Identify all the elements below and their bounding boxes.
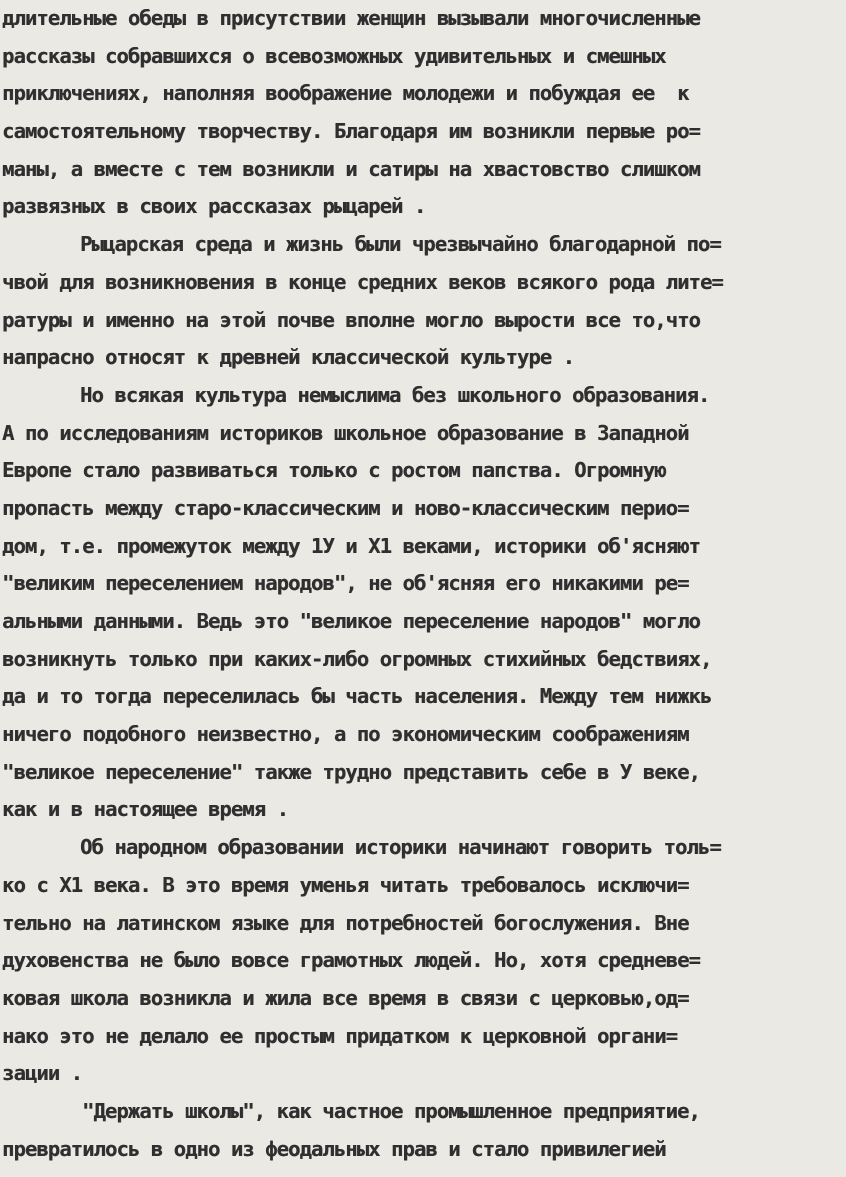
- text-line: ковая школа возникла и жила все время в связи с церковью,од=: [2, 985, 689, 1010]
- text-line: ничего подобного неизвестно, а по экономическим соображениям: [2, 722, 689, 747]
- text-line: духовенства не было вовсе грамотных людей. Но, хотя средневе=: [2, 948, 700, 973]
- text-line: нако это не делало ее простым придатком к церковной органи=: [2, 1023, 678, 1048]
- text-line: напрасно относят к древней классической культуре .: [2, 345, 575, 370]
- text-line: возникнуть только при каких-либо огромных стихийных бедствиях,: [2, 646, 712, 671]
- text-line: маны, а вместе с тем возникли и сатиры на хвастовство слишком: [2, 156, 700, 181]
- text-line: зации .: [2, 1061, 83, 1086]
- text-line: приключениях, наполняя воображение молодежи и побуждая ее к: [2, 81, 689, 106]
- paragraph-start-line: Об народном образовании историки начинают говорить толь=: [80, 835, 721, 860]
- text-line: ратуры и именно на этой почве вполне могло вырости все то,что: [2, 307, 700, 332]
- text-line: "великим переселением народов", не об'ясняя его никакими ре=: [2, 571, 689, 596]
- text-line: самостоятельному творчеству. Благодаря им возникли первые ро=: [2, 119, 700, 144]
- paragraph-start-line: Но всякая культура немыслима без школьного образования.: [80, 382, 710, 407]
- text-line: да и то тогда переселилась бы часть населения. Между тем нижкь: [2, 684, 712, 709]
- text-line: как и в настоящее время .: [2, 797, 289, 822]
- text-line: дом, т.е. промежуток между 1У и Х1 веками, историки об'ясняют: [2, 533, 700, 558]
- text-line: альными данными. Ведь это "великое переселение народов" могло: [2, 609, 700, 633]
- text-line: пропасть между старо-классическим и ново-классическим перио=: [2, 495, 689, 520]
- text-line: превратилось в одно из феодальных прав и стало привилегией: [2, 1136, 666, 1161]
- text-line: развязных в своих рассказах рыцарей .: [2, 194, 426, 219]
- paragraph-start-line: "Держать школы", как частное промышленное предприятие,: [82, 1098, 700, 1123]
- text-line: ко с Х1 века. В это время уменья читать требовалось исключи=: [2, 872, 689, 897]
- text-line: чвой для возникновения в конце средних веков всякого рода лите=: [2, 269, 723, 294]
- text-line: длительные обеды в присутствии женщин вызывали многочисленные: [2, 6, 700, 30]
- text-line: тельно на латинском языке для потребностей богослужения. Вне: [2, 910, 689, 935]
- page-text: [2, 0, 842, 1168]
- text-line: Европе стало развиваться только с ростом папства. Огромную: [2, 458, 666, 483]
- text-line: "великое переселение" также трудно представить себе в У веке,: [2, 759, 700, 784]
- text-line: рассказы собравшихся о всевозможных удивительных и смешных: [2, 43, 666, 68]
- paragraph-start-line: Рыцарская среда и жизнь были чрезвычайно благодарной по=: [80, 232, 721, 257]
- text-line: А по исследованиям историков школьное образование в Западной: [2, 420, 689, 445]
